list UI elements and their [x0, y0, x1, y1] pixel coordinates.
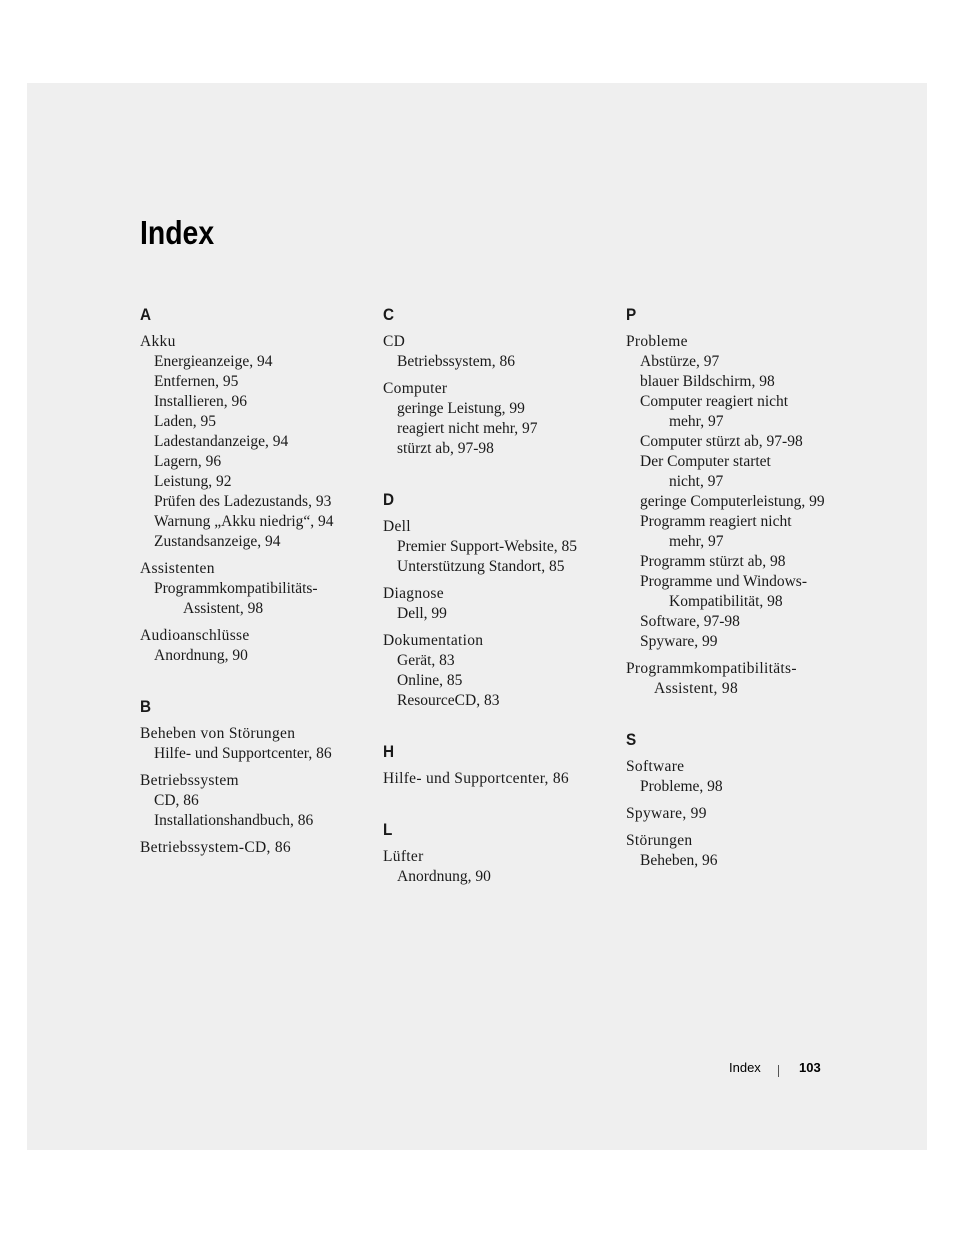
- index-subentry: [626, 432, 862, 452]
- index-entry: [626, 332, 862, 352]
- index-subentry-text: Zustandsanzeige, 94: [154, 533, 281, 550]
- index-group-d: [383, 489, 619, 711]
- index-subentry-text: Computer stürzt ab, 97-98: [640, 433, 803, 450]
- index-entry: [626, 831, 862, 851]
- index-entry: [383, 517, 619, 537]
- index-subentry-text: Betriebssystem, 86: [397, 353, 515, 370]
- index-entry-term: Diagnose: [383, 585, 444, 602]
- index-entry: [140, 771, 376, 791]
- index-subentry: [140, 646, 376, 666]
- index-subentry-text: Warnung „Akku niedrig“, 94: [154, 513, 334, 530]
- index-subentry-text: Programm stürzt ab, 98: [640, 553, 786, 570]
- index-subentry: [383, 604, 619, 624]
- index-entry: [383, 379, 619, 399]
- index-entry: [140, 724, 376, 744]
- index-group-a: [140, 304, 376, 666]
- index-subentry-text: Ladestandanzeige, 94: [154, 433, 289, 450]
- index-subentry: [140, 372, 376, 392]
- index-entry-term: Assistenten: [140, 560, 215, 577]
- index-letter-heading: B: [140, 697, 152, 716]
- index-subentry: [140, 472, 376, 492]
- index-entry: [383, 584, 619, 604]
- index-subentry: [140, 352, 376, 372]
- index-subentry: [383, 419, 619, 439]
- index-group-b: [140, 696, 376, 858]
- index-letter-heading: C: [383, 305, 395, 324]
- index-subentry-text: Premier Support-Website, 85: [397, 538, 577, 555]
- index-entry-term: Software: [626, 758, 685, 775]
- index-group-s: [626, 729, 862, 871]
- index-entry-term: Hilfe- und Supportcenter, 86: [383, 770, 569, 787]
- index-subentry: [626, 352, 862, 372]
- index-subentry: [626, 492, 862, 512]
- index-subentry: [383, 671, 619, 691]
- index-subentry: [626, 372, 862, 392]
- index-subentry-text: geringe Computerleistung, 99: [640, 493, 825, 510]
- index-entry: [140, 626, 376, 646]
- index-subentry: [140, 432, 376, 452]
- index-entry-term: Dell: [383, 518, 411, 535]
- index-subentry: [626, 572, 862, 612]
- index-subentry: [626, 851, 862, 871]
- index-subentry: [626, 552, 862, 572]
- index-subentry-text: CD, 86: [154, 792, 199, 809]
- index-entry: [626, 804, 862, 824]
- index-subentry-text: Energieanzeige, 94: [154, 353, 273, 370]
- index-subentry-text: Der Computer startet: [640, 453, 771, 470]
- index-subentry: [140, 579, 376, 619]
- index-entry-term: Beheben von Störungen: [140, 725, 296, 742]
- index-subentry: [383, 557, 619, 577]
- index-entry-term: Computer: [383, 380, 448, 397]
- index-subentry-text: Lagern, 96: [154, 453, 222, 470]
- index-subentry-text: Programm reagiert nicht: [640, 513, 792, 530]
- index-subentry: [140, 744, 376, 764]
- index-subentry-text: Gerät, 83: [397, 652, 455, 669]
- index-entry-term: CD: [383, 333, 406, 350]
- index-letter-heading: H: [383, 742, 395, 761]
- index-subentry-text: ResourceCD, 83: [397, 692, 500, 709]
- index-subentry: [140, 532, 376, 552]
- footer-section-label: Index: [729, 1060, 761, 1075]
- index-subentry-text: stürzt ab, 97-98: [397, 440, 494, 457]
- index-subentry: [383, 537, 619, 557]
- index-subentry-text: Laden, 95: [154, 413, 216, 430]
- index-subentry-text: Abstürze, 97: [640, 353, 720, 370]
- index-subentry-continued: mehr, 97: [669, 413, 724, 430]
- index-subentry-text: reagiert nicht mehr, 97: [397, 420, 538, 437]
- index-subentry: [626, 452, 862, 492]
- index-entry: [383, 631, 619, 651]
- index-entry: [140, 559, 376, 579]
- index-subentry-text: Prüfen des Ladezustands, 93: [154, 493, 332, 510]
- index-group-h: [383, 741, 619, 789]
- index-entry-term: Programmkompatibilitäts-: [626, 660, 797, 677]
- index-subentry-text: Entfernen, 95: [154, 373, 239, 390]
- index-entry-term: Störungen: [626, 832, 693, 849]
- index-subentry: [383, 352, 619, 372]
- index-subentry-continued: nicht, 97: [669, 473, 724, 490]
- index-subentry-text: Computer reagiert nicht: [640, 393, 789, 410]
- index-entry-term-continued: Assistent, 98: [654, 680, 738, 697]
- index-subentry-text: Programmkompatibilitäts-: [154, 580, 318, 597]
- index-subentry-text: geringe Leistung, 99: [397, 400, 525, 417]
- index-subentry: [383, 651, 619, 671]
- index-subentry-continued: Kompatibilität, 98: [669, 593, 783, 610]
- index-entry: [140, 332, 376, 352]
- index-subentry: [383, 399, 619, 419]
- index-subentry-text: Dell, 99: [397, 605, 447, 622]
- index-subentry: [383, 439, 619, 459]
- index-subentry-continued: Assistent, 98: [183, 600, 264, 617]
- index-subentry-text: Unterstützung Standort, 85: [397, 558, 565, 575]
- index-entry: [383, 332, 619, 352]
- index-entry-term: Dokumentation: [383, 632, 484, 649]
- index-column-2: [383, 304, 619, 887]
- index-subentry: [626, 392, 862, 432]
- index-column-3: [626, 304, 862, 871]
- index-entry-term: Spyware, 99: [626, 805, 707, 822]
- index-subentry: [626, 632, 862, 652]
- index-entry-term: Audioanschlüsse: [140, 627, 250, 644]
- index-subentry-text: Spyware, 99: [640, 633, 718, 650]
- footer-separator: [778, 1065, 779, 1077]
- index-letter-heading: D: [383, 490, 395, 509]
- index-subentry-continued: mehr, 97: [669, 533, 724, 550]
- index-subentry-text: Probleme, 98: [640, 778, 723, 795]
- index-subentry-text: Hilfe- und Supportcenter, 86: [154, 745, 332, 762]
- index-subentry: [140, 452, 376, 472]
- index-subentry-text: Programme und Windows-: [640, 573, 807, 590]
- index-letter-heading: A: [140, 305, 152, 324]
- index-subentry: [626, 612, 862, 632]
- index-subentry-text: blauer Bildschirm, 98: [640, 373, 775, 390]
- index-subentry-text: Software, 97-98: [640, 613, 740, 630]
- index-group-c: [383, 304, 619, 459]
- index-entry-term: Akku: [140, 333, 176, 350]
- index-group-p: [626, 304, 862, 699]
- index-subentry-text: Beheben, 96: [640, 852, 718, 869]
- index-entry: [626, 659, 862, 699]
- index-subentry: [140, 492, 376, 512]
- index-subentry-text: Installieren, 96: [154, 393, 247, 410]
- index-column-1: [140, 304, 376, 858]
- index-subentry: [140, 512, 376, 532]
- index-letter-heading: L: [383, 820, 393, 839]
- index-subentry: [383, 691, 619, 711]
- index-subentry-text: Online, 85: [397, 672, 463, 689]
- index-entry: [140, 838, 376, 858]
- index-letter-heading: P: [626, 305, 637, 324]
- index-group-l: [383, 819, 619, 887]
- index-subentry: [626, 512, 862, 552]
- index-letter-heading: S: [626, 730, 637, 749]
- index-entry-term: Betriebssystem-CD, 86: [140, 839, 291, 856]
- index-subentry-text: Installationshandbuch, 86: [154, 812, 314, 829]
- index-subentry: [140, 811, 376, 831]
- index-entry-term: Probleme: [626, 333, 688, 350]
- page-number: 103: [799, 1060, 821, 1075]
- index-subentry: [626, 777, 862, 797]
- index-entry: [383, 769, 619, 789]
- index-subentry: [140, 791, 376, 811]
- index-subentry: [140, 412, 376, 432]
- index-entry-term: Betriebssystem: [140, 772, 239, 789]
- index-entry: [626, 757, 862, 777]
- index-subentry-text: Anordnung, 90: [397, 868, 491, 885]
- index-subentry-text: Anordnung, 90: [154, 647, 248, 664]
- index-entry: [383, 847, 619, 867]
- index-subentry: [140, 392, 376, 412]
- page-title: Index: [140, 214, 215, 251]
- index-subentry: [383, 867, 619, 887]
- index-subentry-text: Leistung, 92: [154, 473, 232, 490]
- index-entry-term: Lüfter: [383, 848, 424, 865]
